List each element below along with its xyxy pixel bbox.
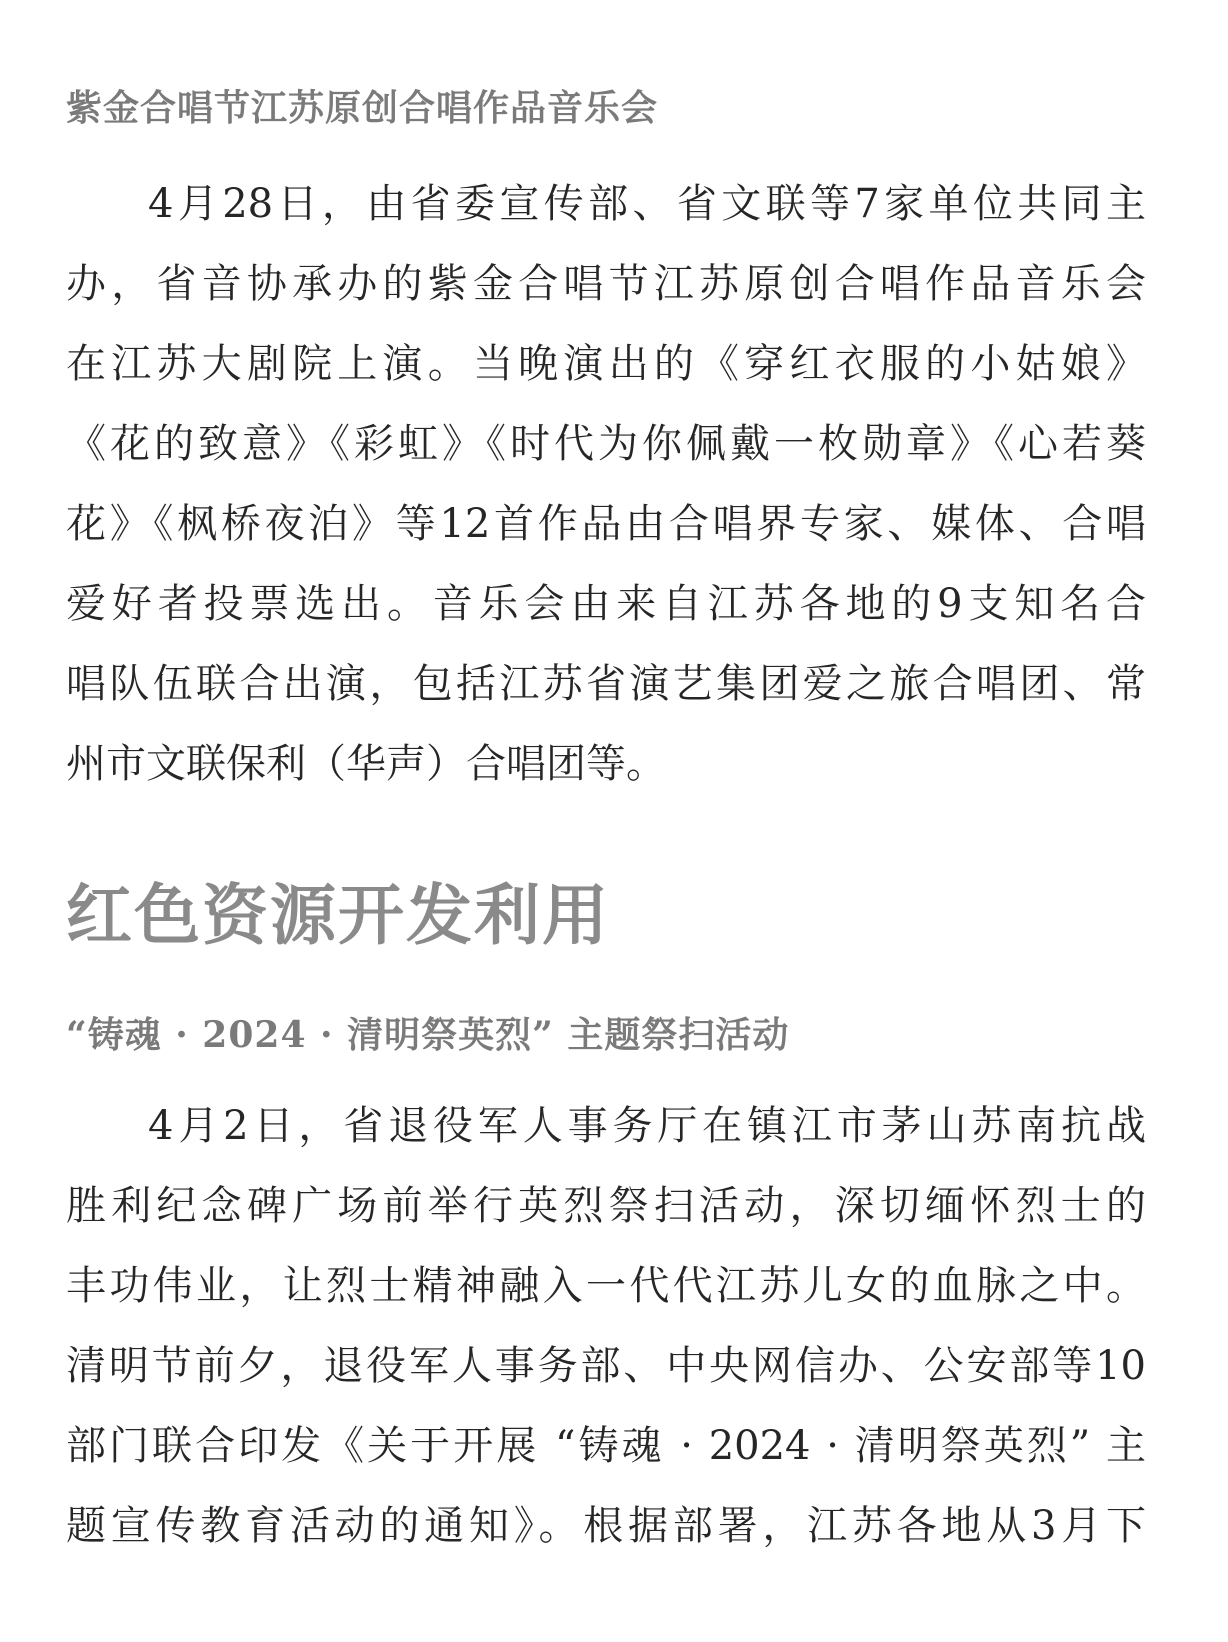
paragraph-line: 花》《枫桥夜泊》等12首作品由合唱界专家、媒体、合唱 <box>66 501 1146 547</box>
paragraph-line: 在江苏大剧院上演。当晚演出的《穿红衣服的小姑娘》 <box>66 341 1146 387</box>
subheading-qingming-activity: “铸魂 · 2024 · 清明祭英烈” 主题祭扫活动 <box>66 1014 790 1056</box>
paragraph-line: 丰功伟业，让烈士精神融入一代代江苏儿女的血脉之中。 <box>66 1263 1146 1309</box>
paragraph-line: 清明节前夕，退役军人事务部、中央网信办、公安部等10 <box>66 1343 1146 1389</box>
section-heading-red-resources: 红色资源开发利用 <box>66 877 610 954</box>
subheading-zijin-concert: 紫金合唱节江苏原创合唱作品音乐会 <box>66 87 659 129</box>
paragraph-line: 部门联合印发《关于开展 “铸魂 · 2024 · 清明祭英烈” 主 <box>66 1423 1146 1469</box>
paragraph-qingming-activity <box>66 1086 1146 1566</box>
paragraph-line: 4月28日，由省委宣传部、省文联等7家单位共同主 <box>148 181 1146 227</box>
paragraph-line: 爱好者投票选出。音乐会由来自江苏各地的9支知名合 <box>66 581 1146 627</box>
paragraph-line: 办，省音协承办的紫金合唱节江苏原创合唱作品音乐会 <box>66 261 1146 307</box>
paragraph-line: 唱队伍联合出演，包括江苏省演艺集团爱之旅合唱团、常 <box>66 661 1146 707</box>
paragraph-line: 《花的致意》《彩虹》《时代为你佩戴一枚勋章》《心若葵 <box>66 421 1146 467</box>
paragraph-line: 州市文联保利（华声）合唱团等。 <box>66 741 666 787</box>
paragraph-line: 胜利纪念碑广场前举行英烈祭扫活动，深切缅怀烈士的 <box>66 1183 1146 1229</box>
paragraph-line: 题宣传教育活动的通知》。根据部署，江苏各地从3月下 <box>66 1503 1146 1549</box>
paragraph-line: 4月2日，省退役军人事务厅在镇江市茅山苏南抗战 <box>148 1103 1146 1149</box>
paragraph-zijin-concert <box>66 164 1146 804</box>
